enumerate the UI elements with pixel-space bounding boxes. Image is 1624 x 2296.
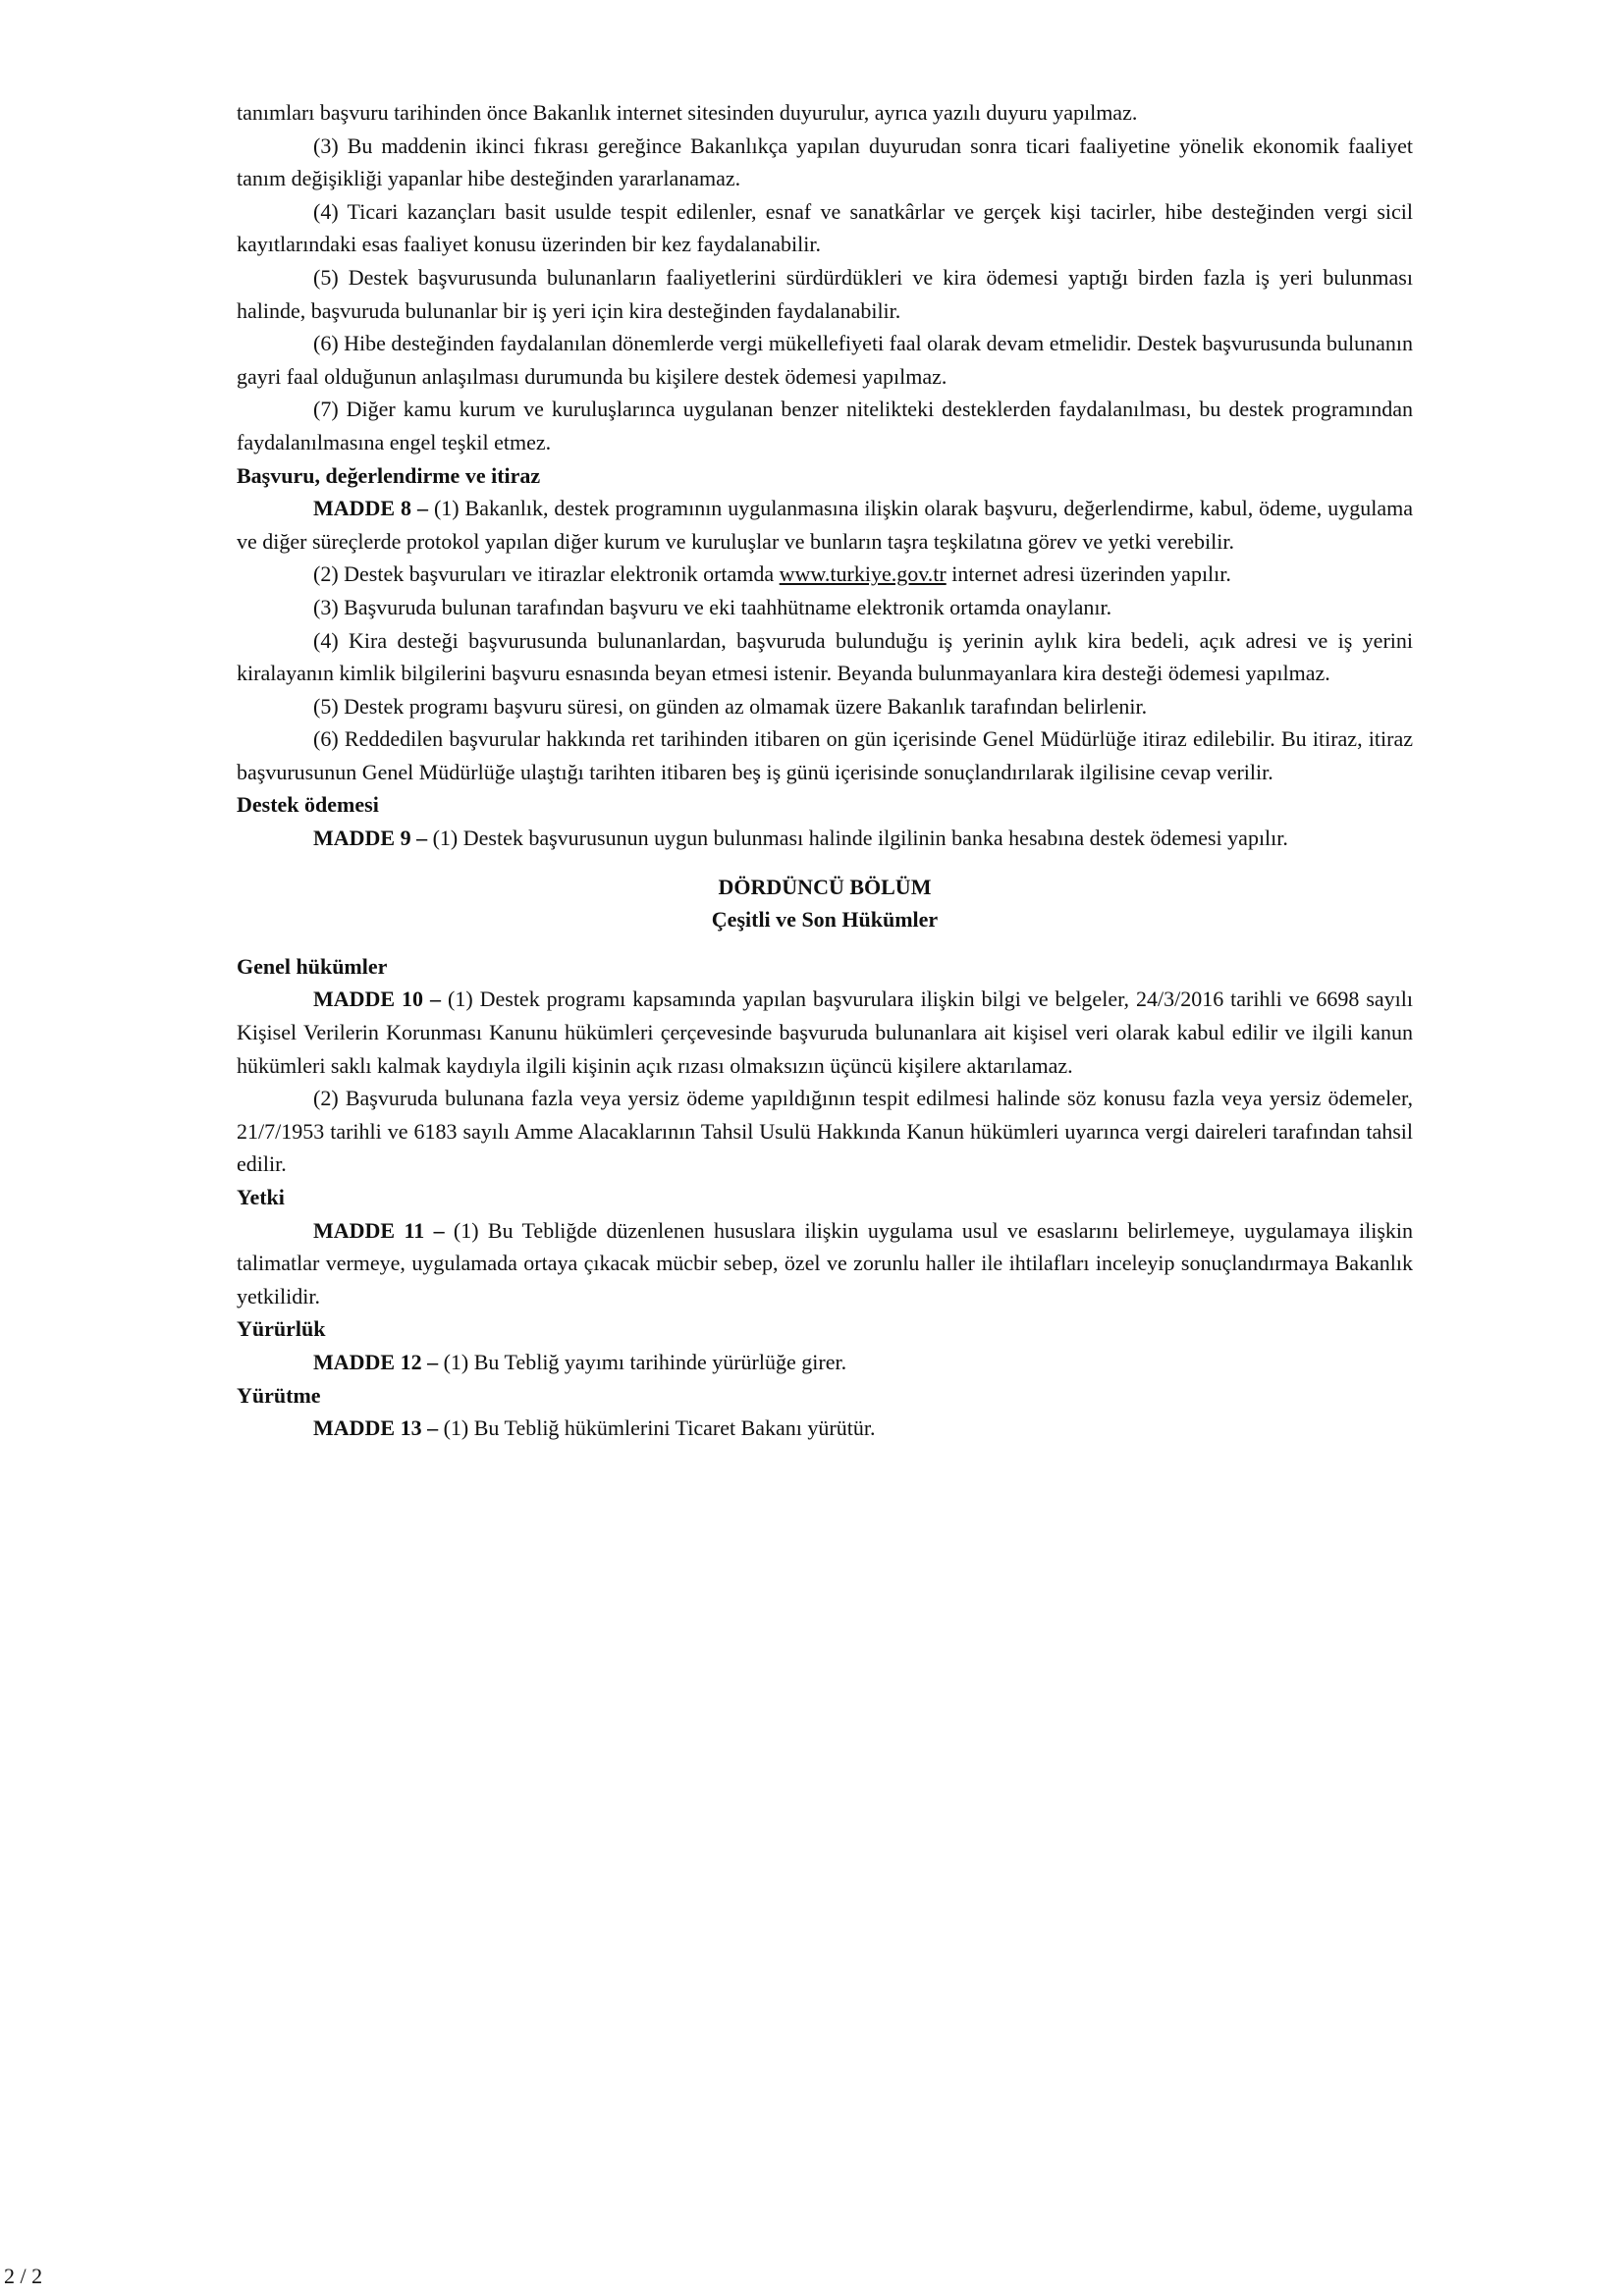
chapter-subtitle: Çeşitli ve Son Hükümler xyxy=(711,907,939,933)
paragraph-item-3: (3) Bu maddenin ikinci fıkrası gereğince Bakanlıkça yapılan duyurudan sonra ticari faaliyetine yönelik ekonomik faaliyet tanım değişikliği yapanlar hibe desteğinden yararlanamaz. xyxy=(237,133,1413,191)
madde-9-text: (1) Destek başvurusunun uygun bulunması halinde ilgilinin banka hesabına destek ödemesi yapılır. xyxy=(427,826,1288,851)
madde-12-text: (1) Bu Tebliğ yayımı tarihinde yürürlüğe girer. xyxy=(438,1349,847,1374)
madde-11-text: (1) Bu Tebliğde düzenlenen hususlara ilişkin uygulama usul ve esaslarını belirlemeye, uygulamaya ilişkin talimatlar vermeye, uygulamada ortaya çıkacak mücbir sebep, özel ve zorunlu haller ile ihtilafları inceleyip sonuçlandırmaya Bakanlık yetkilidir. xyxy=(237,1217,1413,1308)
paragraph-item-6: (6) Hibe desteğinden faydalanılan dönemlerde vergi mükellefiyeti faal olarak devam etmelidir. Destek başvurusunda bulunanın gayri faal olduğunun anlaşılması durumunda bu kişilere destek ödemesi yapılmaz. xyxy=(237,331,1414,389)
madde-10-label: MADDE 10 – xyxy=(313,987,442,1012)
madde-13-paragraph xyxy=(237,1412,1413,1445)
madde-13-text: (1) Bu Tebliğ hükümlerini Ticaret Bakanı yürütür. xyxy=(438,1415,876,1441)
madde-8-label: MADDE 8 – xyxy=(313,496,428,521)
madde-8-paragraph-3: (3) Başvuruda bulunan tarafından başvuru ve eki taahhütname elektronik ortamda onaylanır. xyxy=(313,594,1112,619)
madde-8-paragraph-6: (6) Reddedilen başvurular hakkında ret tarihinden itibaren on gün içerisinde Genel Müdürlüğe itiraz edilebilir. Bu itiraz, itiraz başvurusunun Genel Müdürlüğe ulaştığı tarihten itibaren beş iş günü içerisinde sonuçlandırılarak ilgilisine cevap verilir. xyxy=(237,726,1413,784)
madde-8-paragraph-4: (4) Kira desteği başvurusunda bulunanlardan, başvuruda bulunduğu iş yerinin aylık kira bedeli, açık adresi ve iş yerini kiralayanın kimlik bilgilerini başvuru esnasında beyan etmesi istenir. Beyanda bulunmayanlara kira desteği ödemesi yapılmaz. xyxy=(237,627,1413,686)
paragraph-item-4: (4) Ticari kazançları basit usulde tespit edilenler, esnaf ve sanatkârlar ve gerçek kişi tacirler, hibe desteğinden vergi sicil kayıtlarındaki esas faaliyet konusu üzerinden bir kez faydalanabilir. xyxy=(237,198,1413,257)
madde-9-paragraph xyxy=(237,822,1413,855)
section-heading-yurutme: Yürütme xyxy=(237,1382,321,1408)
section-heading-yururluk: Yürürlük xyxy=(237,1316,326,1342)
madde-13-label: MADDE 13 – xyxy=(313,1415,439,1441)
chapter-title: DÖRDÜNCÜ BÖLÜM xyxy=(718,874,932,899)
section-heading-basvuru: Başvuru, değerlendirme ve itiraz xyxy=(237,462,541,488)
page-number: 2 / 2 xyxy=(4,2264,43,2288)
turkiye-gov-link[interactable]: www.turkiye.gov.tr xyxy=(779,561,947,587)
madde-8-text: (1) Bakanlık, destek programının uygulanmasına ilişkin olarak başvuru, değerlendirme, kabul, ödeme, uygulama ve diğer süreçlerde protokol yapılan diğer kurum ve kuruluşlar ve bunların taşra teşkilatına görev ve yetki verebilir. xyxy=(237,496,1413,554)
madde-8-p2-before: (2) Destek başvuruları ve itirazlar elektronik ortamda xyxy=(313,561,780,587)
madde-11-paragraph xyxy=(237,1214,1413,1313)
madde-12-paragraph xyxy=(237,1346,1413,1379)
madde-10-paragraph-2: (2) Başvuruda bulunana fazla veya yersiz ödeme yapıldığının tespit edilmesi halinde söz konusu fazla veya yersiz ödemeler, 21/7/1953 tarihli ve 6183 sayılı Amme Alacaklarının Tahsil Usulü Hakkında Kanun hükümleri uyarınca vergi daireleri tarafından tahsil edilir. xyxy=(237,1086,1413,1177)
paragraph-continuation: tanımları başvuru tarihinden önce Bakanlık internet sitesinden duyurulur, ayrıca yazılı duyuru yapılmaz. xyxy=(237,100,1138,125)
paragraph-item-7: (7) Diğer kamu kurum ve kuruluşlarınca uygulanan benzer nitelikteki desteklerden faydalanılması, bu destek programından faydalanılmasına engel teşkil etmez. xyxy=(237,397,1413,454)
document-body xyxy=(237,96,1413,1445)
section-heading-destek-odemesi: Destek ödemesi xyxy=(237,792,379,818)
madde-8-p2-after: internet adresi üzerinden yapılır. xyxy=(946,561,1231,587)
madde-8-paragraph-5: (5) Destek programı başvuru süresi, on günden az olmamak üzere Bakanlık tarafından belirlenir. xyxy=(313,693,1148,719)
madde-9-label: MADDE 9 – xyxy=(313,826,428,851)
madde-8-paragraph-1 xyxy=(237,492,1413,558)
madde-10-text: (1) Destek programı kapsamında yapılan başvurulara ilişkin bilgi ve belgeler, 24/3/2016 tarihli ve 6698 sayılı Kişisel Verilerin Korunması Kanunu hükümleri çerçevesinde başvuruda bulunanlara ait kişisel veri olarak kabul edilir ve ilgili kanun hükümleri saklı kalmak kaydıyla ilgili kişinin açık rızası olmaksızın üçüncü kişilere aktarılamaz. xyxy=(237,987,1414,1078)
chapter-heading-block xyxy=(237,871,1413,936)
section-heading-genel-hukumler: Genel hükümler xyxy=(237,953,388,979)
section-heading-yetki: Yetki xyxy=(237,1185,285,1209)
madde-12-label: MADDE 12 – xyxy=(313,1349,439,1374)
madde-11-label: MADDE 11 – xyxy=(313,1217,445,1243)
madde-10-paragraph-1 xyxy=(237,983,1413,1082)
madde-8-paragraph-2 xyxy=(237,558,1413,591)
paragraph-item-5: (5) Destek başvurusunda bulunanların faaliyetlerini sürdürdükleri ve kira ödemesi yaptığı birden fazla iş yeri bulunması halinde, başvuruda bulunanlar bir iş yeri için kira desteğinden faydalanabilir. xyxy=(237,264,1413,323)
